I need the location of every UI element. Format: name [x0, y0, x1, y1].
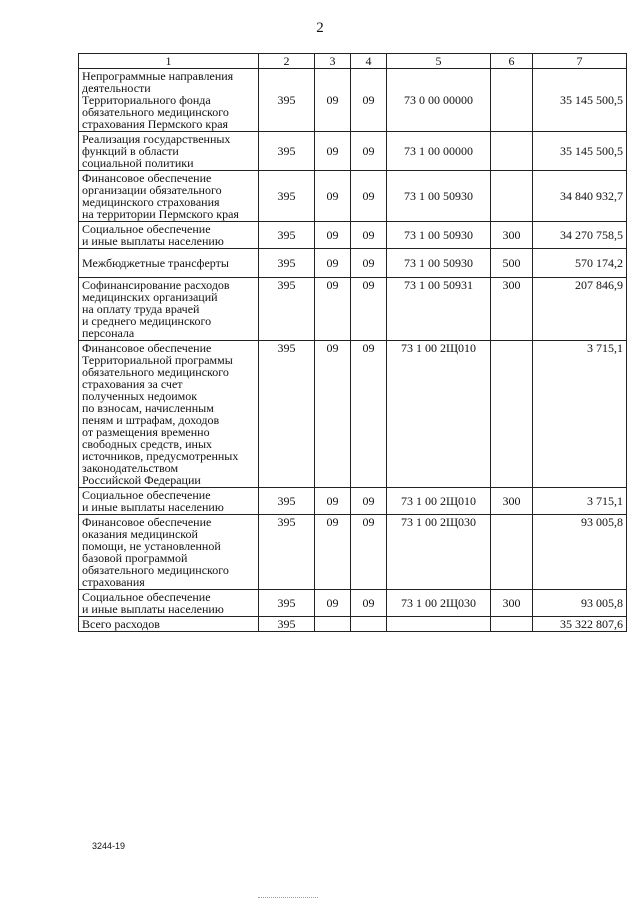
row-name-line: и иные выплаты населению [82, 500, 224, 514]
row-name-line: Территориальной программы [82, 353, 233, 367]
row-name-cell [79, 617, 259, 632]
table-header-row [79, 54, 627, 69]
subsection-cell [351, 617, 387, 632]
table-row [79, 132, 627, 171]
row-name-line: Софинансирование расходов [82, 278, 230, 292]
column-header: 6 [491, 54, 533, 69]
amount-cell: 93 005,8 [533, 590, 627, 617]
table-row [79, 249, 627, 278]
table-row [79, 590, 627, 617]
table-row [79, 488, 627, 515]
target-article-cell: 73 1 00 00000 [387, 132, 491, 171]
subsection-cell: 09 [351, 590, 387, 617]
row-name-cell [79, 132, 259, 171]
admin-code-cell: 395 [259, 515, 315, 590]
admin-code-cell: 395 [259, 278, 315, 341]
admin-code-cell: 395 [259, 341, 315, 488]
section-cell: 09 [315, 341, 351, 488]
table-row [79, 171, 627, 222]
target-article-cell: 73 1 00 2Щ030 [387, 590, 491, 617]
row-name-line: свободных средств, иных [82, 437, 213, 451]
section-cell: 09 [315, 515, 351, 590]
row-name-line: на оплату труда врачей [82, 302, 200, 316]
row-name-line: оказания медицинской [82, 527, 198, 541]
amount-cell: 34 270 758,5 [533, 222, 627, 249]
row-name-line: и иные выплаты населению [82, 234, 224, 248]
section-cell: 09 [315, 590, 351, 617]
subsection-cell: 09 [351, 132, 387, 171]
row-name-line: источников, предусмотренных [82, 449, 239, 463]
row-name-line: Территориального фонда [82, 93, 211, 107]
target-article-cell: 73 1 00 2Щ010 [387, 341, 491, 488]
section-cell: 09 [315, 222, 351, 249]
row-name-line: персонала [82, 326, 135, 340]
section-cell: 09 [315, 249, 351, 278]
row-name-line: Всего расходов [82, 617, 160, 631]
row-name-line: обязательного медицинского [82, 365, 229, 379]
row-name-cell [79, 590, 259, 617]
expense-type-cell [491, 617, 533, 632]
page-number: 2 [316, 20, 324, 36]
admin-code-cell: 395 [259, 171, 315, 222]
row-name-cell [79, 249, 259, 278]
row-name-line: помощи, не установленной [82, 539, 221, 553]
amount-cell: 3 715,1 [533, 488, 627, 515]
amount-cell: 34 840 932,7 [533, 171, 627, 222]
target-article-cell [387, 617, 491, 632]
admin-code-cell: 395 [259, 69, 315, 132]
row-name-line: функций в области [82, 144, 179, 158]
row-name-line: законодательством [82, 461, 179, 475]
target-article-cell: 73 1 00 50930 [387, 171, 491, 222]
row-name-line: Финансовое обеспечение [82, 171, 212, 185]
table-row [79, 278, 627, 341]
row-name-line: страхования Пермского края [82, 117, 229, 131]
row-name-line: и иные выплаты населению [82, 602, 224, 616]
row-name-line: Непрограммные направления [82, 69, 234, 83]
row-name-line: пеням и штрафам, доходов [82, 413, 220, 427]
row-name-line: страхования за счет [82, 377, 183, 391]
expense-type-cell [491, 515, 533, 590]
row-name-line: медицинских организаций [82, 290, 218, 304]
table-body [79, 69, 627, 632]
section-cell: 09 [315, 171, 351, 222]
expense-type-cell: 300 [491, 590, 533, 617]
row-name-cell [79, 69, 259, 132]
table-row [79, 617, 627, 632]
budget-table [78, 53, 627, 632]
section-cell [315, 617, 351, 632]
admin-code-cell: 395 [259, 249, 315, 278]
table-row [79, 341, 627, 488]
target-article-cell: 73 1 00 50930 [387, 222, 491, 249]
subsection-cell: 09 [351, 249, 387, 278]
row-name-line: по взносам, начисленным [82, 401, 214, 415]
amount-cell: 3 715,1 [533, 341, 627, 488]
expense-type-cell: 300 [491, 222, 533, 249]
row-name-line: полученных недоимок [82, 389, 198, 403]
row-name-cell [79, 515, 259, 590]
admin-code-cell: 395 [259, 590, 315, 617]
section-cell: 09 [315, 69, 351, 132]
subsection-cell: 09 [351, 222, 387, 249]
table-row [79, 69, 627, 132]
row-name-line: организации обязательного [82, 183, 222, 197]
amount-cell: 207 846,9 [533, 278, 627, 341]
amount-cell: 570 174,2 [533, 249, 627, 278]
row-name-line: от размещения временно [82, 425, 210, 439]
row-name-line: Социальное обеспечение [82, 222, 211, 236]
amount-cell: 35 145 500,5 [533, 69, 627, 132]
column-header: 5 [387, 54, 491, 69]
subsection-cell: 09 [351, 341, 387, 488]
subsection-cell: 09 [351, 171, 387, 222]
expense-type-cell [491, 132, 533, 171]
row-name-line: Реализация государственных [82, 132, 231, 146]
column-header: 3 [315, 54, 351, 69]
admin-code-cell: 395 [259, 222, 315, 249]
subsection-cell: 09 [351, 488, 387, 515]
scan-artifact [258, 897, 318, 899]
row-name-line: Финансовое обеспечение [82, 341, 212, 355]
row-name-line: Социальное обеспечение [82, 488, 211, 502]
table-row [79, 515, 627, 590]
row-name-line: Межбюджетные трансферты [82, 256, 229, 270]
column-header: 2 [259, 54, 315, 69]
section-cell: 09 [315, 278, 351, 341]
section-cell: 09 [315, 132, 351, 171]
expense-type-cell [491, 69, 533, 132]
target-article-cell: 73 1 00 50930 [387, 249, 491, 278]
row-name-line: на территории Пермского края [82, 207, 239, 221]
amount-cell: 35 145 500,5 [533, 132, 627, 171]
row-name-line: и среднего медицинского [82, 314, 212, 328]
subsection-cell: 09 [351, 515, 387, 590]
row-name-line: медицинского страхования [82, 195, 220, 209]
expense-type-cell: 300 [491, 488, 533, 515]
subsection-cell: 09 [351, 69, 387, 132]
document-code: 3244-19 [92, 841, 126, 851]
table-row [79, 222, 627, 249]
row-name-cell [79, 171, 259, 222]
row-name-cell [79, 222, 259, 249]
subsection-cell: 09 [351, 278, 387, 341]
row-name-line: социальной политики [82, 156, 194, 170]
expense-type-cell [491, 171, 533, 222]
row-name-cell [79, 488, 259, 515]
admin-code-cell: 395 [259, 488, 315, 515]
admin-code-cell: 395 [259, 132, 315, 171]
admin-code-cell: 395 [259, 617, 315, 632]
row-name-line: страхования [82, 575, 145, 589]
row-name-cell [79, 278, 259, 341]
row-name-line: деятельности [82, 81, 151, 95]
target-article-cell: 73 1 00 50931 [387, 278, 491, 341]
column-header: 7 [533, 54, 627, 69]
row-name-line: базовой программой [82, 551, 188, 565]
target-article-cell: 73 0 00 00000 [387, 69, 491, 132]
expense-type-cell [491, 341, 533, 488]
expense-type-cell: 300 [491, 278, 533, 341]
row-name-line: обязательного медицинского [82, 563, 229, 577]
target-article-cell: 73 1 00 2Щ030 [387, 515, 491, 590]
amount-cell: 35 322 807,6 [533, 617, 627, 632]
row-name-cell [79, 341, 259, 488]
row-name-line: Социальное обеспечение [82, 590, 211, 604]
row-name-line: обязательного медицинского [82, 105, 229, 119]
amount-cell: 93 005,8 [533, 515, 627, 590]
target-article-cell: 73 1 00 2Щ010 [387, 488, 491, 515]
column-header: 4 [351, 54, 387, 69]
section-cell: 09 [315, 488, 351, 515]
row-name-line: Финансовое обеспечение [82, 515, 212, 529]
column-header: 1 [79, 54, 259, 69]
row-name-line: Российской Федерации [82, 473, 201, 487]
expense-type-cell: 500 [491, 249, 533, 278]
